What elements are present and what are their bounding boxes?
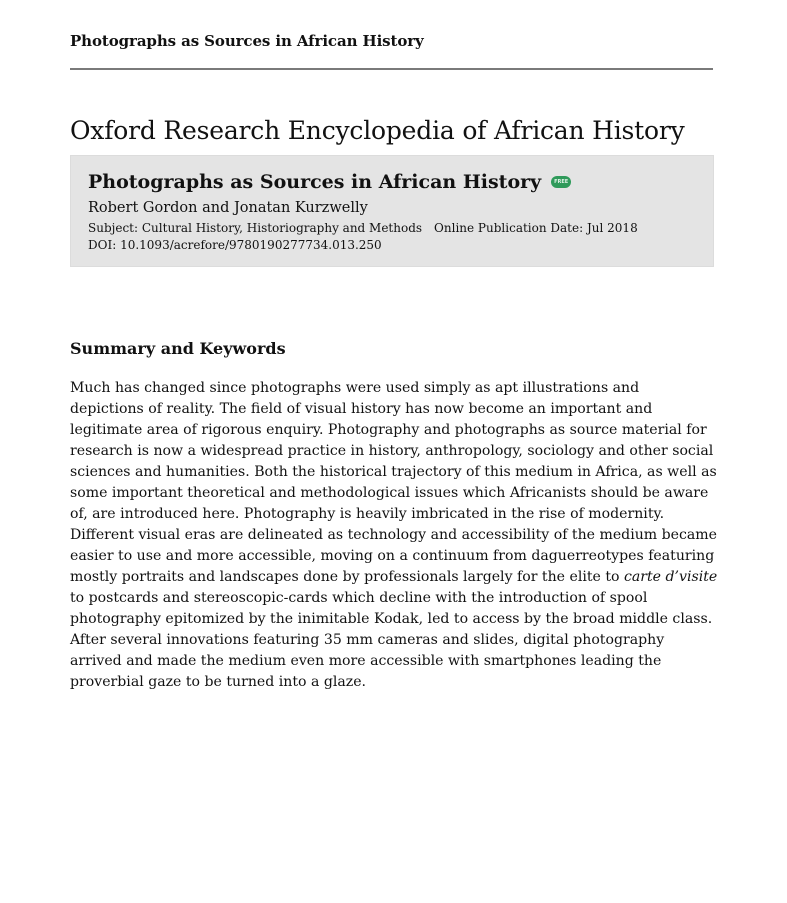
summary-heading: Summary and Keywords [70,339,286,358]
subject-line [88,221,638,235]
summary-line: photography epitomized by the inimitable Kodak, led to access by the broad middle class. [70,611,713,627]
running-head: Photographs as Sources in African History [70,32,424,50]
publication-date-label: Online Publication Date: [434,221,584,235]
summary-line [70,567,720,588]
summary-line: legitimate area of rigorous enquiry. Photography and photographs as source material for [70,422,707,438]
header-divider [70,68,713,70]
article-authors: Robert Gordon and Jonatan Kurzwelly [88,200,368,216]
doi-value[interactable]: 10.1093/acrefore/9780190277734.013.250 [120,238,382,252]
article-title-row [88,171,571,193]
summary-line: to postcards and stereoscopic-cards which decline with the introduction of spool [70,590,648,606]
summary-line: proverbial gaze to be turned into a glaze. [70,674,367,690]
article-title: Photographs as Sources in African History [88,171,542,193]
doi-line [88,238,382,252]
encyclopedia-title: Oxford Research Encyclopedia of African History [70,116,685,145]
publication-date-value: Jul 2018 [586,221,638,235]
summary-line: of, are introduced here. Photography is heavily imbricated in the rise of modernity. [70,506,665,522]
summary-text: mostly portraits and landscapes done by professionals largely for the elite to [70,569,624,585]
summary-line: After several innovations featuring 35 mm cameras and slides, digital photography [70,632,665,648]
summary-line: research is now a widespread practice in history, anthropology, sociology and other social [70,443,714,459]
summary-line: sciences and humanities. Both the historical trajectory of this medium in Africa, as well as [70,464,717,480]
italic-term: carte d’visite [623,569,718,585]
article-metadata-box [70,155,714,267]
summary-line: Different visual eras are delineated as technology and accessibility of the medium became [70,527,717,543]
subject-value: Cultural History, Historiography and Methods [141,221,423,235]
subject-label: Subject: [88,221,139,235]
summary-line: depictions of reality. The field of visual history has now become an important and [70,401,653,417]
free-access-icon: FREE [551,176,571,188]
doi-label: DOI: [88,238,117,252]
summary-line: arrived and made the medium even more accessible with smartphones leading the [70,653,662,669]
summary-line: easier to use and more accessible, moving on a continuum from daguerreotypes featuring [70,548,715,564]
summary-line: Much has changed since photographs were used simply as apt illustrations and [70,380,640,396]
summary-line: some important theoretical and methodological issues which Africanists should be aware [70,485,709,501]
summary-paragraph [70,378,720,693]
